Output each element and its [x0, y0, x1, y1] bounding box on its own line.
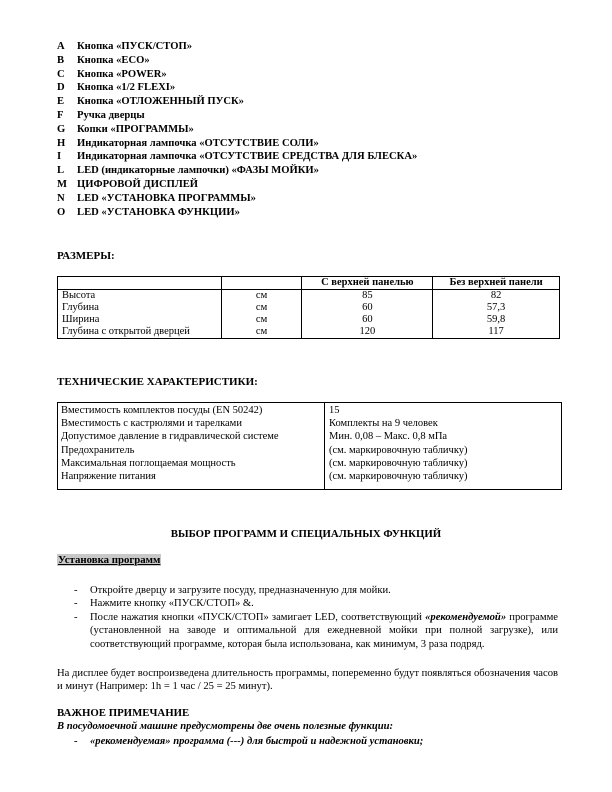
spec-label: Напряжение питания	[61, 471, 156, 483]
dimension-unit: см	[221, 326, 302, 339]
legend-key: F	[57, 109, 64, 121]
legend-key: L	[57, 165, 65, 177]
legend-text: LED (индикаторные лампочки) «ФАЗЫ МОЙКИ»	[77, 165, 319, 177]
technical-heading: ТЕХНИЧЕСКИЕ ХАРАКТЕРИСТИКИ:	[57, 376, 258, 388]
legend-item	[57, 178, 417, 192]
legend-text: Кнопка «ECO»	[77, 54, 150, 66]
legend-item	[57, 95, 417, 109]
legend-key: H	[57, 137, 66, 149]
section-title: ВЫБОР ПРОГРАММ И СПЕЦИАЛЬНЫХ ФУНКЦИЙ	[170, 528, 442, 540]
table-row	[58, 326, 560, 339]
dimensions-heading: РАЗМЕРЫ:	[57, 250, 115, 262]
dimension-label: Ширина	[58, 314, 222, 326]
component-legend	[57, 40, 417, 219]
step-text: Нажмите кнопку «ПУСК/СТОП» &.	[90, 598, 254, 610]
spec-value: (см. маркировочную табличку)	[329, 444, 468, 456]
legend-key: I	[57, 151, 62, 163]
legend-text: Кнопка «POWER»	[77, 68, 167, 80]
bullet-dash: -	[74, 736, 78, 747]
legend-text: Кнопка «ОТЛОЖЕННЫЙ ПУСК»	[77, 96, 244, 108]
spec-label: Максимальная поглощаемая мощность	[61, 457, 236, 469]
dimension-with-panel: 60	[302, 314, 433, 326]
legend-item	[57, 123, 417, 137]
dimension-unit: см	[221, 290, 302, 303]
legend-text: Кнопка «1/2 FLEXI»	[77, 82, 176, 94]
technical-divider	[324, 403, 325, 489]
legend-text: LED «УСТАНОВКА ФУНКЦИИ»	[77, 206, 240, 218]
technical-values-column	[329, 404, 468, 483]
spec-value: 15	[329, 405, 340, 416]
list-item	[57, 611, 558, 651]
legend-text: Индикаторная лампочка «ОТСУТСТВИЕ СОЛИ»	[77, 137, 319, 149]
legend-key: B	[57, 54, 65, 66]
legend-text: Копки «ПРОГРАММЫ»	[77, 123, 194, 135]
spec-label: Вместимость комплектов посуды (EN 50242)	[61, 405, 263, 416]
dimensions-table	[57, 276, 560, 339]
legend-text: Индикаторная лампочка «ОТСУТСТВИЕ СРЕДСТВА ДЛЯ БЛЕСКА»	[77, 151, 418, 163]
legend-key: G	[57, 123, 66, 135]
legend-text: LED «УСТАНОВКА ПРОГРАММЫ»	[77, 192, 256, 204]
dimension-without-panel: 59,8	[433, 314, 560, 326]
step-text-end: программе (установленной на заводе и оптимальной для ежедневной мойки при полной загрузке), или соответствующий программе, которая была использована, как минимум, 3 раза подряд.	[90, 611, 558, 650]
spec-value: Мин. 0,08 – Макс. 0,8 мПа	[329, 431, 448, 443]
legend-item	[57, 54, 417, 68]
dimension-with-panel: 60	[302, 302, 433, 314]
legend-text: ЦИФРОВОЙ ДИСПЛЕЙ	[77, 178, 199, 190]
dimension-without-panel: 117	[433, 326, 560, 339]
dimensions-header-without-panel: Без верхней панели	[433, 277, 560, 290]
legend-item	[57, 109, 417, 123]
spec-label: Предохранитель	[61, 444, 135, 456]
dimension-without-panel: 57,3	[433, 302, 560, 314]
dimensions-header-blank	[221, 277, 302, 290]
step-text: Откройте дверцу и загрузите посуду, предназначенную для мойки.	[90, 585, 391, 596]
legend-text: Кнопка «ПУСК/СТОП»	[77, 41, 193, 52]
table-row	[58, 290, 560, 303]
spec-label: Вместимость с кастрюлями и тарелками	[61, 418, 242, 430]
spec-label: Допустимое давление в гидравлической системе	[61, 431, 279, 443]
table-row	[58, 314, 560, 326]
install-programs-heading: Установка программ	[58, 554, 161, 566]
step-text-start: После нажатия кнопки «ПУСК/СТОП» замигает LED, соответствующий	[90, 611, 426, 623]
bullet-dash: -	[74, 611, 78, 623]
list-item	[57, 597, 558, 610]
spec-value: (см. маркировочную табличку)	[329, 457, 468, 469]
install-steps-list	[57, 584, 558, 651]
legend-item	[57, 206, 417, 220]
dimension-label: Глубина с открытой дверцей	[58, 326, 222, 339]
important-note-subtitle: В посудомоечной машине предусмотрены две очень полезные функции:	[57, 721, 394, 732]
dimension-label: Глубина	[58, 302, 222, 314]
legend-key: A	[57, 41, 65, 52]
important-note-heading: ВАЖНОЕ ПРИМЕЧАНИЕ	[57, 707, 190, 719]
legend-item	[57, 40, 417, 54]
legend-text: Ручка дверцы	[77, 109, 145, 121]
legend-key: D	[57, 82, 65, 94]
legend-key: M	[57, 178, 67, 190]
technical-labels-column	[61, 404, 279, 483]
legend-key: O	[57, 206, 66, 218]
table-row	[58, 302, 560, 314]
dimension-with-panel: 85	[302, 290, 433, 303]
legend-item	[57, 164, 417, 178]
dimensions-header-with-panel: С верхней панелью	[302, 277, 433, 290]
recommended-emphasis: «рекомендуемой»	[425, 611, 507, 623]
dimension-unit: см	[221, 302, 302, 314]
legend-item	[57, 192, 417, 206]
legend-item	[57, 81, 417, 95]
legend-item	[57, 68, 417, 82]
legend-key: N	[57, 192, 65, 204]
bullet-dash: -	[74, 585, 78, 596]
dimension-label: Высота	[58, 290, 222, 303]
spec-value: (см. маркировочную табличку)	[329, 471, 468, 483]
list-item	[57, 584, 558, 597]
technical-table	[57, 402, 562, 490]
bullet-dash: -	[74, 598, 78, 610]
legend-key: E	[57, 96, 65, 108]
dimensions-header-row	[58, 277, 560, 290]
important-note-item: «рекомендуемая» программа (---) для быстрой и надежной установки;	[90, 736, 424, 747]
display-paragraph: На дисплее будет воспроизведена длительность программы, попеременно будут появляться обозначения часов и минут (Например: 1h = 1 час / 25 = 25 минут).	[57, 668, 558, 693]
legend-key: C	[57, 68, 65, 80]
dimension-without-panel: 82	[433, 290, 560, 303]
dimension-unit: см	[221, 314, 302, 326]
legend-item	[57, 150, 417, 164]
dimensions-header-blank	[58, 277, 222, 290]
legend-item	[57, 137, 417, 151]
spec-value: Комплекты на 9 человек	[329, 418, 438, 430]
dimension-with-panel: 120	[302, 326, 433, 339]
